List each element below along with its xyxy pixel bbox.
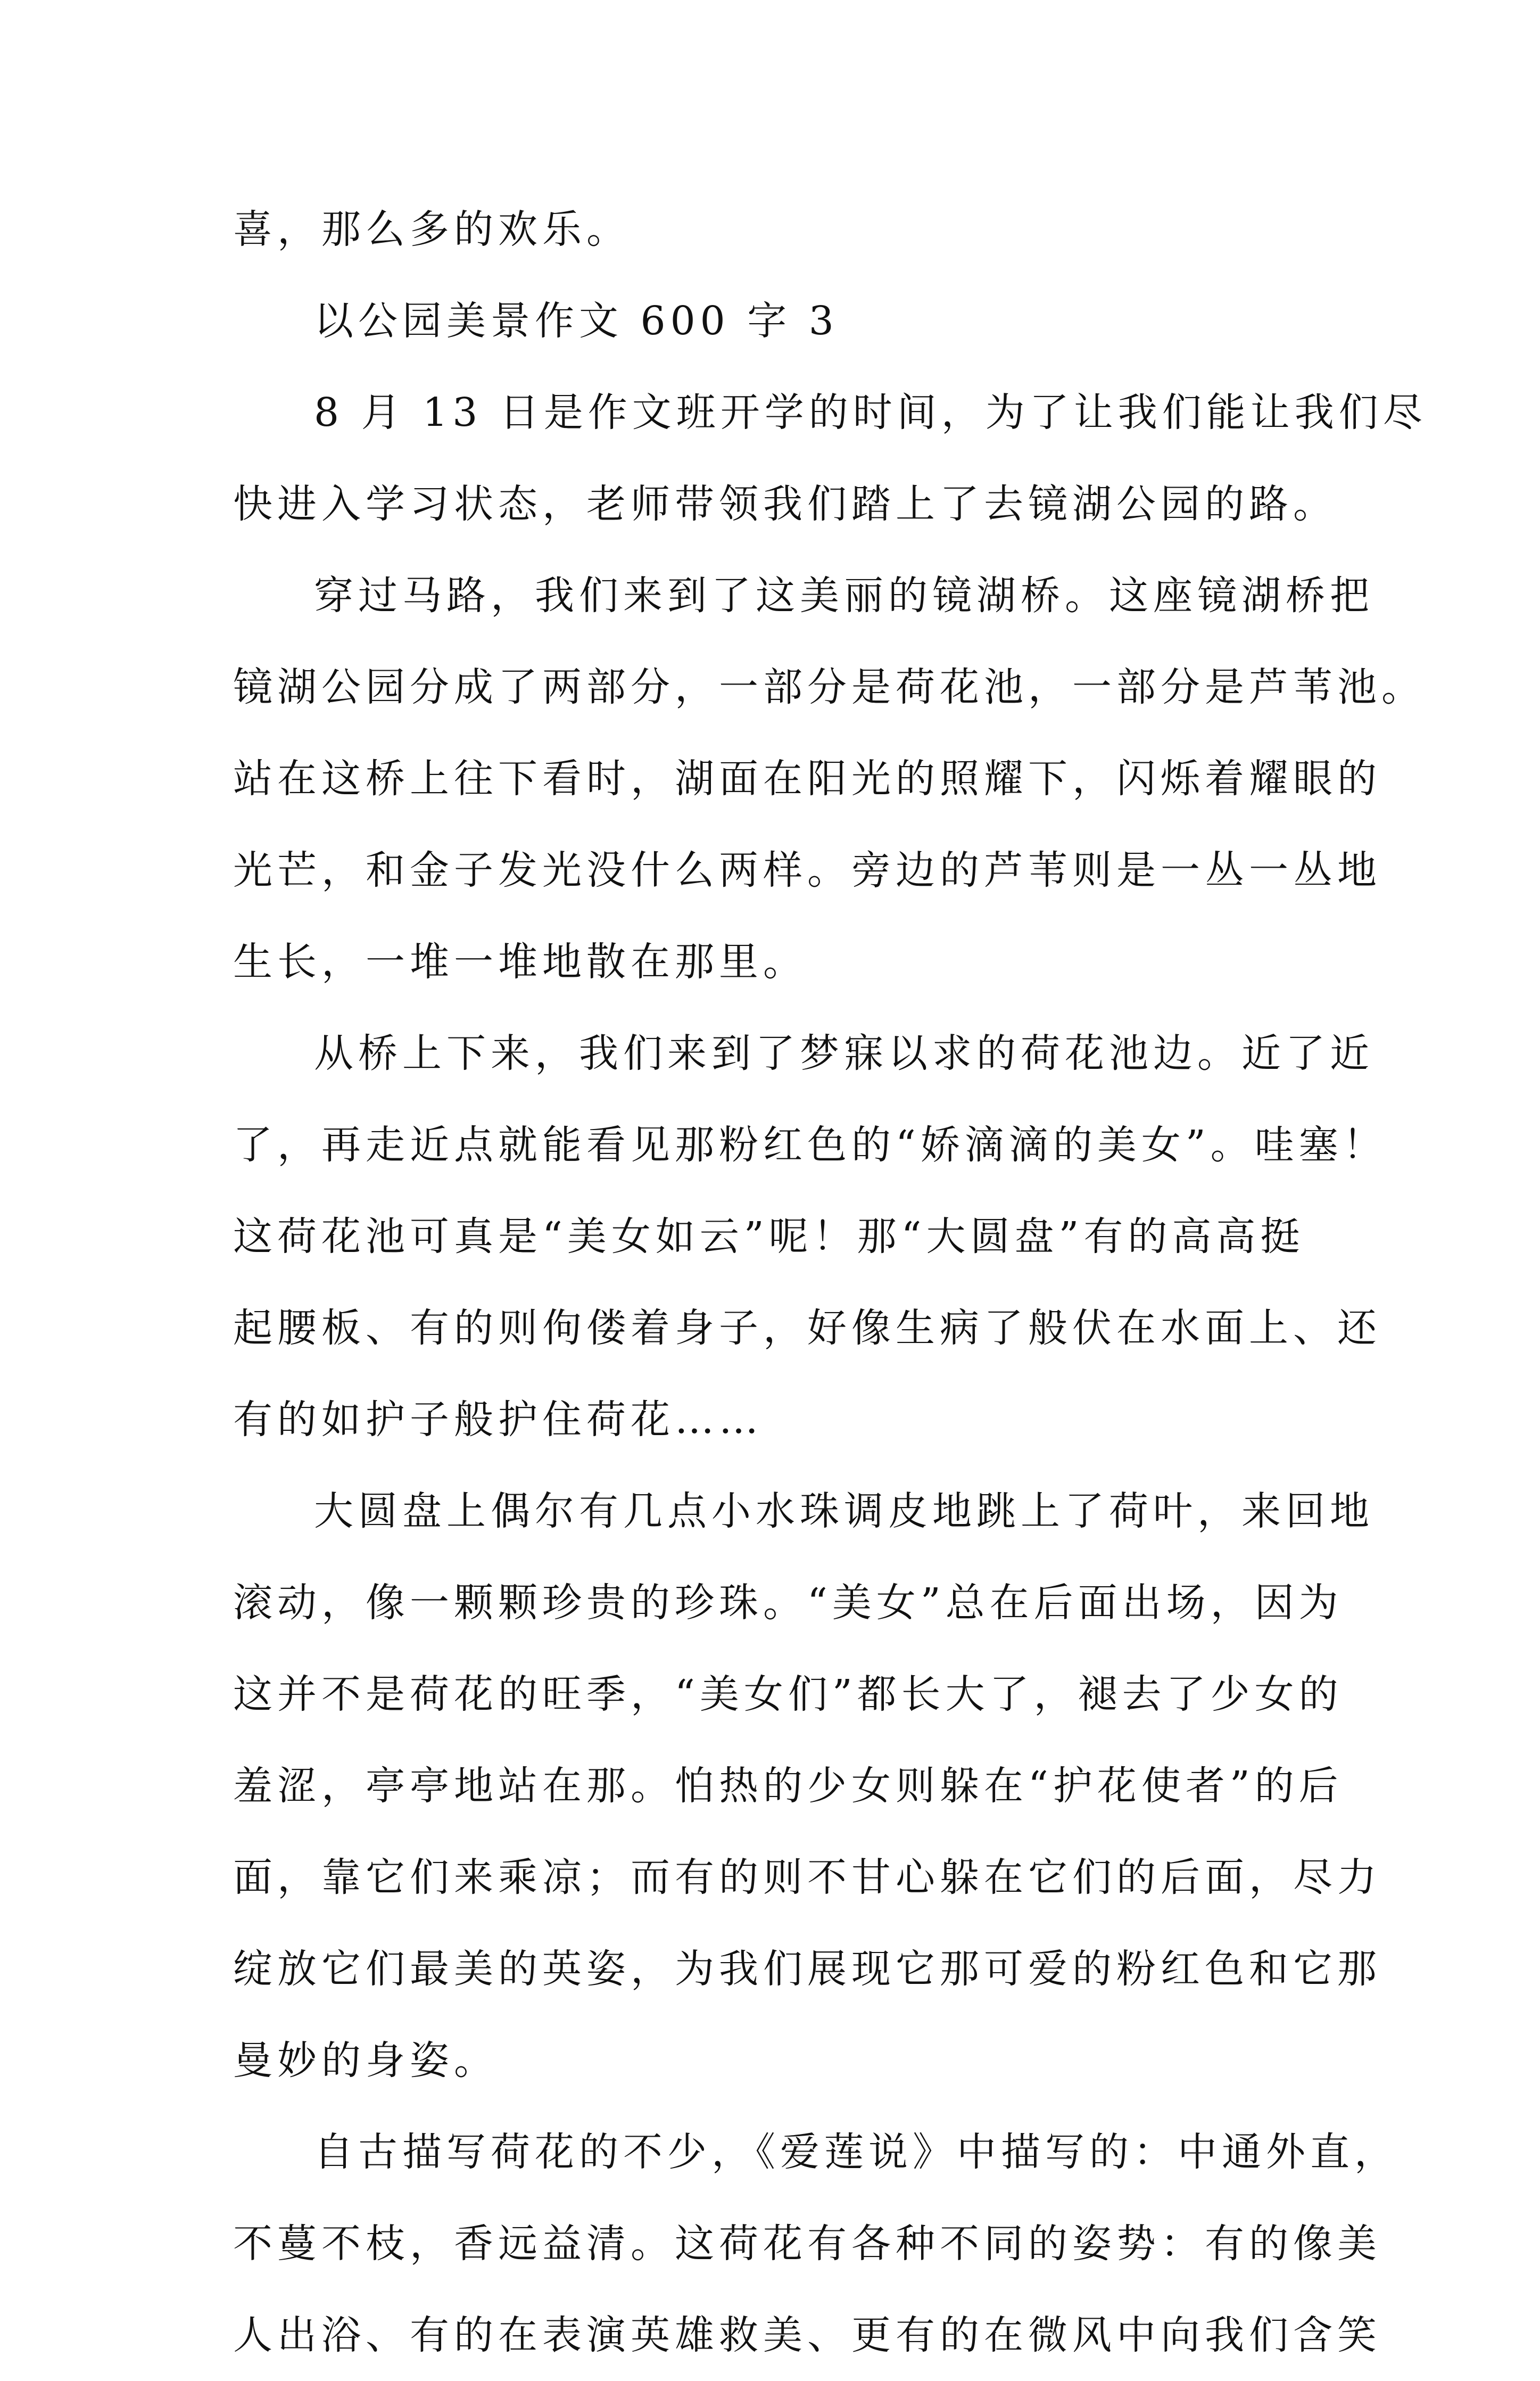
- text-line: 光芒，和金子发光没什么两样。旁边的芦苇则是一丛一丛地: [233, 847, 1381, 893]
- text-line: 镜湖公园分成了两部分，一部分是荷花池，一部分是芦苇池。: [233, 664, 1426, 710]
- text-line: 生长，一堆一堆地散在那里。: [233, 939, 807, 985]
- text-line: 不蔓不枝，香远益清。这荷花有各种不同的姿势：有的像美: [233, 2221, 1381, 2267]
- text-line: 面，靠它们来乘凉；而有的则不甘心躲在它们的后面，尽力: [233, 1855, 1381, 1900]
- text-line: 这荷花池可真是“美女如云”呢！那“大圆盘”有的高高挺: [233, 1214, 1305, 1259]
- essay-body: [233, 184, 1427, 2381]
- text-line: 有的如护子般护住荷花……: [233, 1397, 763, 1443]
- text-line: 站在这桥上往下看时，湖面在阳光的照耀下，闪烁着耀眼的: [233, 756, 1381, 802]
- text-line: 大圆盘上偶尔有几点小水珠调皮地跳上了荷叶，来回地: [314, 1488, 1374, 1534]
- text-line: 滚动，像一颗颗珍贵的珍珠。“美女”总在后面出场，因为: [233, 1580, 1343, 1626]
- text-line: 喜，那么多的欢乐。: [233, 207, 631, 252]
- text-line: 8 月 13 日是作文班开学的时间，为了让我们能让我们尽: [314, 390, 1427, 435]
- essay-title: 以公园美景作文 600 字 3: [314, 298, 839, 344]
- text-line: 曼妙的身姿。: [233, 2038, 498, 2083]
- text-line: 人出浴、有的在表演英雄救美、更有的在微风中向我们含笑: [233, 2312, 1381, 2358]
- text-line: 绽放它们最美的英姿，为我们展现它那可爱的粉红色和它那: [233, 1946, 1381, 1992]
- text-line: 穿过马路，我们来到了这美丽的镜湖桥。这座镜湖桥把: [314, 573, 1374, 619]
- text-line: 这并不是荷花的旺季，“美女们”都长大了，褪去了少女的: [233, 1671, 1343, 1717]
- text-line: 了，再走近点就能看见那粉红色的“娇滴滴的美女”。哇塞！: [233, 1122, 1387, 1168]
- text-line: 羞涩，亭亭地站在那。怕热的少女则躲在“护花使者”的后: [233, 1763, 1343, 1809]
- text-line: 自古描写荷花的不少，《爱莲说》中描写的：中通外直，: [314, 2129, 1398, 2175]
- text-line: 起腰板、有的则佝偻着身子，好像生病了般伏在水面上、还: [233, 1305, 1381, 1351]
- text-line: 从桥上下来，我们来到了梦寐以求的荷花池边。近了近: [314, 1031, 1374, 1076]
- text-line: 快进入学习状态，老师带领我们踏上了去镜湖公园的路。: [233, 481, 1337, 527]
